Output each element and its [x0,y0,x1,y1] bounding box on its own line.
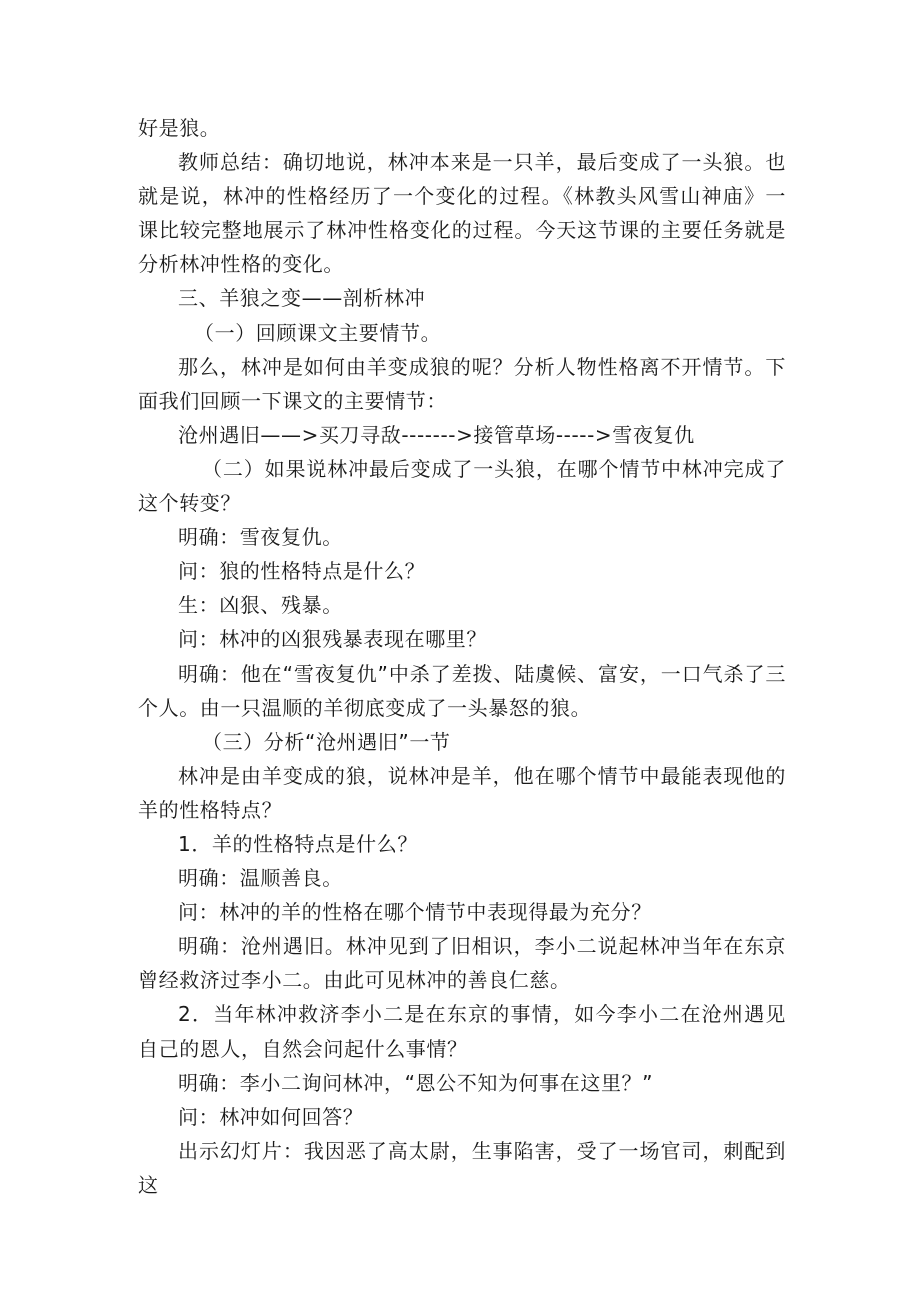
paragraph: 问：狼的性格特点是什么？ [178,559,426,584]
paragraph: 问：林冲的凶狠残暴表现在哪里？ [178,627,487,652]
subsection-heading: （三）分析“沧州遇旧”一节 [202,729,451,754]
paragraph: 林冲是由羊变成的狼，说林冲是羊，他在哪个情节中最能表现他的羊的性格特点？ [138,763,786,822]
paragraph: 问：林冲如何回答？ [178,1104,364,1129]
document-body [138,111,786,1202]
numbered-item: 2．当年林冲救济李小二是在东京的事情，如今李小二在沧州遇见自己的恩人，自然会问起什么事情？ [138,1002,786,1061]
paragraph: 明确：他在“雪夜复仇”中杀了差拨、陆虞候、富安，一口气杀了三个人。由一只温顺的羊彻底变成了一头暴怒的狼。 [138,661,786,720]
paragraph: 明确：沧州遇旧。林冲见到了旧相识，李小二说起林冲当年在东京曾经救济过李小二。由此可见林冲的善良仁慈。 [138,934,786,993]
paragraph: 教师总结：确切地说，林冲本来是一只羊，最后变成了一头狼。也就是说，林冲的性格经历了一个变化的过程。《林教头风雪山神庙》一课比较完整地展示了林冲性格变化的过程。今天这节课的主要任务就是分析林冲性格的变化。 [138,150,786,277]
subsection-heading: （二）如果说林冲最后变成了一头狼，在哪个情节中林冲完成了这个转变？ [138,456,786,516]
paragraph: 那么，林冲是如何由羊变成狼的呢？分析人物性格离不开情节。下面我们回顾一下课文的主要情节： [138,354,786,413]
paragraph: 明确：雪夜复仇。 [178,525,343,550]
paragraph: 明确：李小二询问林冲，“恩公不知为何事在这里？” [178,1070,654,1095]
paragraph: 明确：温顺善良。 [178,866,343,891]
paragraph: 问：林冲的羊的性格在哪个情节中表现得最为充分？ [178,900,652,925]
paragraph: 出示幻灯片：我因恶了高太尉，生事陷害，受了一场官司，刺配到这 [138,1138,786,1197]
paragraph: 生：凶狠、残暴。 [178,593,343,618]
section-heading: 三、羊狼之变——剖析林冲 [178,286,426,311]
paragraph: 好是狼。 [138,116,221,140]
subsection-heading: （一）回顾课文主要情节。 [194,320,442,345]
plot-sequence: 沧州遇旧——>买刀寻敌------->接管草场----->雪夜复仇 [178,422,695,447]
numbered-item: 1．羊的性格特点是什么？ [178,831,418,856]
